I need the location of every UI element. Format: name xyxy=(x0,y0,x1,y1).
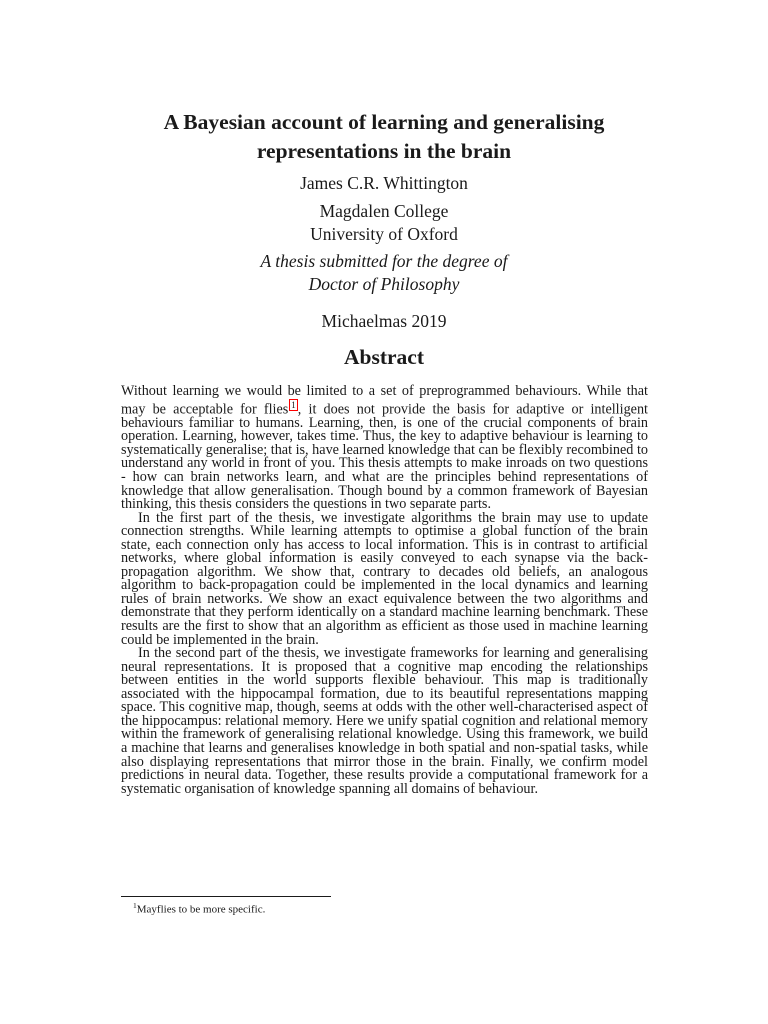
degree-line-2: Doctor of Philosophy xyxy=(308,274,460,294)
paper-title xyxy=(0,108,768,166)
title-line-2: representations in the brain xyxy=(256,139,512,163)
author-name: James C.R. Whittington xyxy=(300,173,468,193)
abstract-paragraph-2: In the first part of the thesis, we investigate algorithms the brain may use to update connection strengths. While learning attempts to optimise a global function of the brain state, each connection only has access to local information. This is in contrast to artificial networks, where global information is easily conveyed to each synapse via the back-propagation algorithm. We show that, contrary to decades old beliefs, an analogous algorithm to back-propagation could be implemented in the local dynamics and learning rules of brain networks. We show an exact equivalence between the two algorithms and demonstrate that they perform identically on a standard machine learning benchmark. These results are the first to show that an algorithm as efficient as those used in machine learning could be implemented in the brain. xyxy=(121,509,648,648)
footnote-divider xyxy=(121,896,331,897)
abstract-p1-start: Without learning we would be limited to a set of preprogrammed behaviours. While that may be acceptable for flies xyxy=(121,383,648,418)
degree-line-1: A thesis submitted for the degree of xyxy=(260,251,508,271)
abstract-paragraph-1 xyxy=(121,385,648,512)
footnote-text: Mayflies to be more specific. xyxy=(136,903,266,916)
footnote xyxy=(133,899,265,917)
footnote-number: 1 xyxy=(133,901,137,910)
degree-statement xyxy=(0,250,768,296)
abstract-body xyxy=(121,385,648,796)
footnote-link[interactable]: 1 xyxy=(291,399,296,410)
college-name: Magdalen College xyxy=(319,201,449,221)
affiliation xyxy=(0,200,768,246)
abstract-p1-end: , it does not provide the basis for adaptive or intelligent behaviours familiar to humans. Learning, then, is one of the crucial components of brain operation. Learning, however, takes time. Thus, the key to adaptive behaviour is learning to systematically generalise; that is, have learned knowledge that can be flexibly recombined to understand any world in front of you. This thesis attempts to make inroads on two questions - how can brain networks learn, and what are the principles behind representations of knowledge that allow generalisation. Though bound by a common framework of Bayesian thinking, this thesis considers the questions in two separate parts. xyxy=(121,401,648,513)
university-name: University of Oxford xyxy=(310,224,458,244)
abstract-paragraph-3: In the second part of the thesis, we investigate frameworks for learning and generalising neural representations. It is proposed that a cognitive map encoding the relationships between entities in the world supports flexible behaviour. This map is traditionally associated with the hippocampal formation, due to its beautiful representations mapping space. This cognitive map, though, seems at odds with the other well-characterised aspect of the hippocampus: relational memory. Here we unify spatial cognition and relational memory within the framework of generalising relational knowledge. Using this framework, we build a machine that learns and generalises knowledge in both spatial and non-spatial tasks, while also displaying representations that mirror those in the brain. Finally, we confirm model predictions in neural data. Together, these results provide a computational framework for a systematic organisation of knowledge spanning all domains of behaviour. xyxy=(121,645,648,797)
submission-term: Michaelmas 2019 xyxy=(321,311,447,331)
title-line-1: A Bayesian account of learning and generalising xyxy=(163,110,605,134)
abstract-heading: Abstract xyxy=(343,345,424,369)
